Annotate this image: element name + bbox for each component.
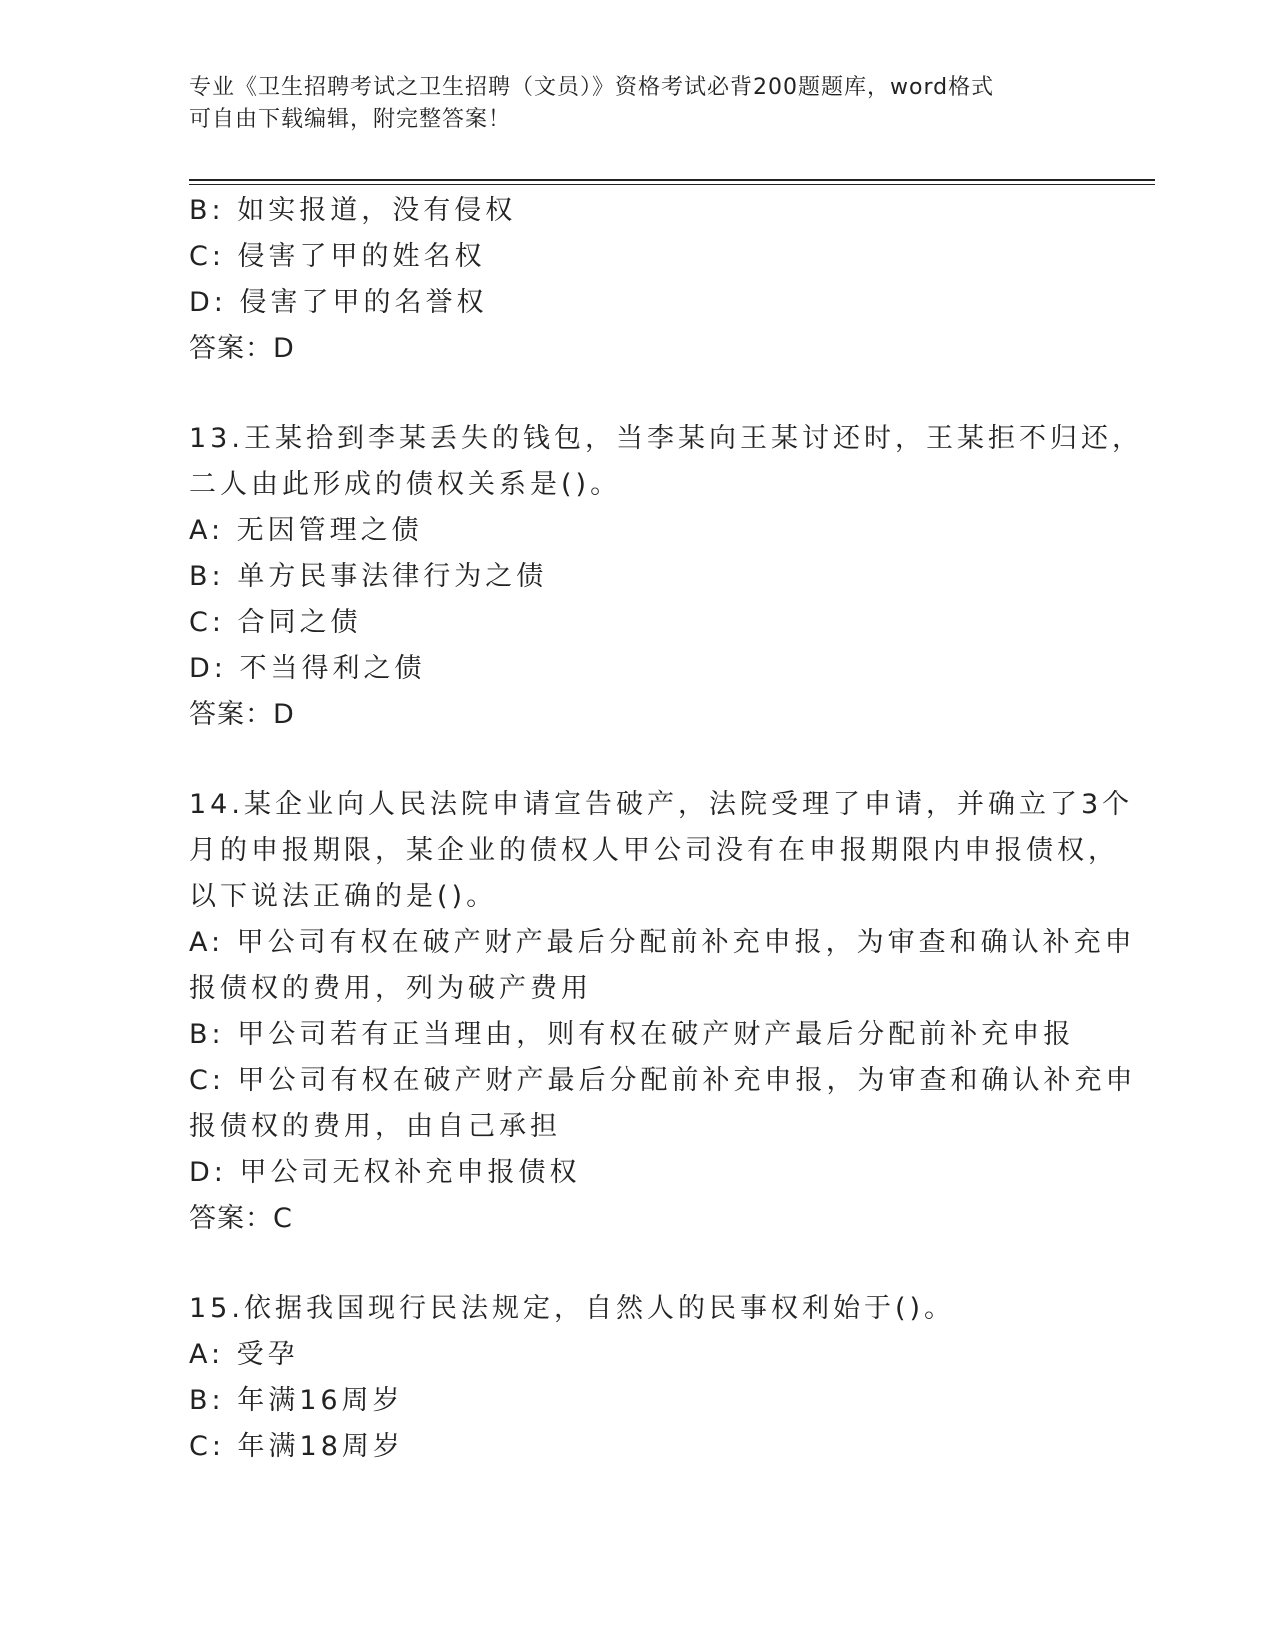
question-13 [189, 416, 1143, 738]
answer-line: 答案：D [189, 699, 295, 730]
answer-line: 答案：D [189, 333, 295, 364]
spacer [189, 372, 1089, 416]
question-stem: 以下说法正确的是()。 [189, 881, 498, 912]
question-stem: 月的申报期限，某企业的债权人甲公司没有在申报期限内申报债权， [189, 835, 1119, 866]
option-a: A: 无因管理之债 [189, 515, 423, 546]
spacer [189, 1242, 1089, 1286]
question-stem: 二人由此形成的债权关系是()。 [189, 469, 622, 500]
option-b: B: 如实报道，没有侵权 [189, 195, 517, 226]
option-a: A: 甲公司有权在破产财产最后分配前补充申报，为审查和确认补充申 [189, 927, 1136, 958]
option-c: C: 甲公司有权在破产财产最后分配前补充申报，为审查和确认补充申 [189, 1065, 1137, 1096]
option-a: A: 受孕 [189, 1339, 299, 1370]
document-header [189, 72, 1089, 136]
question-stem: 14.某企业向人民法院申请宣告破产，法院受理了申请，并确立了3个 [189, 789, 1134, 820]
question-15 [189, 1286, 1089, 1470]
option-b: B: 年满16周岁 [189, 1385, 404, 1416]
question-stem: 13.王某拾到李某丢失的钱包，当李某向王某讨还时，王某拒不归还， [189, 423, 1143, 454]
option-b: B: 甲公司若有正当理由，则有权在破产财产最后分配前补充申报 [189, 1019, 1075, 1050]
question-14 [189, 782, 1137, 1242]
question-stem: 15.依据我国现行民法规定，自然人的民事权利始于()。 [189, 1293, 956, 1324]
option-c: 报债权的费用，由自己承担 [189, 1111, 561, 1142]
header-divider-thin [189, 184, 1155, 185]
header-divider-thick [189, 179, 1155, 181]
option-d: D: 不当得利之债 [189, 653, 426, 684]
option-b: B: 单方民事法律行为之债 [189, 561, 548, 592]
header-title-line-2: 可自由下载编辑，附完整答案！ [189, 107, 512, 132]
option-a: 报债权的费用，列为破产费用 [189, 973, 592, 1004]
option-c: C: 合同之债 [189, 607, 362, 638]
option-c: C: 年满18周岁 [189, 1431, 404, 1462]
question-12-continued [189, 188, 1089, 372]
option-c: C: 侵害了甲的姓名权 [189, 241, 486, 272]
question-list [189, 188, 1143, 1470]
option-d: D: 侵害了甲的名誉权 [189, 287, 488, 318]
header-title-line-1: 专业《卫生招聘考试之卫生招聘（文员）》资格考试必背200题题库，word格式 [189, 75, 995, 100]
answer-line: 答案：C [189, 1203, 293, 1234]
spacer [189, 738, 1089, 782]
option-d: D: 甲公司无权补充申报债权 [189, 1157, 581, 1188]
